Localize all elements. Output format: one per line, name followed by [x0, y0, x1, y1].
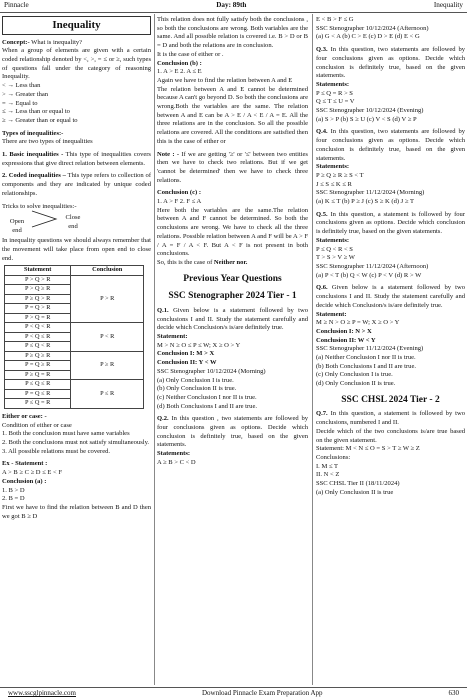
table-cell: P = Q > R: [5, 304, 71, 314]
example-statement: A > B ≥ C ≥ D ≤ E < F: [2, 469, 62, 477]
page-title: Inequality: [2, 16, 151, 35]
question-text: Decide which of the two conclusions is/are true based on the given statement.: [316, 427, 465, 444]
website-link[interactable]: www.sscglpinnacle.com: [8, 689, 76, 698]
conclusion-b-label: Conclusion (b) :: [157, 59, 202, 67]
basic-text: This type of inequalities covers expressions that give direct relation between elements.: [2, 151, 151, 167]
question-text: Given below is a statement followed by two conclusions I and II. Study the statement carefully and decide which Conclusion/s is/are definitely true.: [157, 306, 308, 332]
options: (a) G < A (b) C > E (c) D > E (d) E < G: [316, 33, 420, 41]
table-cell: P < Q ≤ R: [5, 332, 71, 342]
question-text: In this question, a statement is followed by four conclusions given as options. Decide which conclusion is definitely true, based on the given statements.: [316, 210, 465, 236]
types-subtext: There are two types of inequalities: [2, 138, 93, 146]
source: SSC Stenographer 11/12/2024 (Afternoon): [316, 262, 429, 270]
page-number: 630: [448, 689, 459, 698]
symbol-line: = → Equal to: [2, 99, 38, 107]
header-center: Day: 89th: [216, 1, 247, 10]
section-heading: Previous Year Questions: [183, 273, 282, 284]
concept-label: Concept:-: [2, 38, 30, 46]
either-heading: Either or case: -: [2, 412, 47, 420]
source: SSC Stenographer 10/12/2024 (Evening): [316, 107, 424, 115]
option: (d) Only Conclusion II is true.: [316, 380, 396, 388]
question-label: Q.6.: [316, 284, 328, 292]
column-3: E < B > F ≤ G SSC Stenographer 10/12/2024 (Afternoon) (a) G < A (b) C > E (c) D > E (d) E < G Q.3. In this question, two statements are followed by four conclusions given as options. Decide which conclusion is definitely true, based on the given statements. Statements: P ≤ Q = R > S Q ≤ T ≤ U = V SSC Stenographer 10/12/2024 (Evening) (a) S > P (b) S ≥ U (c) V < S (d) V ≥ P Q.4. In this question, two statements are followed by four conclusions given as options. Decide which conclusion is definitely true, based on the given statements. Statements: P ≥ Q ≥ R ≥ S < T J ≤ S ≤ K ≤ R SSC Stenographer 11/12/2024 (Morning) (a) K ≤ T (b) P ≥ J (c) S ≥ K (d) J ≥ T Q.5. In this question, a statement is followed by four conclusions given as options. Decide which conclusion is definitely true, based on the given statements. Statements: P ≤ Q < R < S T > S > V ≥ W SSC Stenographer 11/12/2024 (Afternoon) (a) P < T (b) Q < W (c) P < V (d) R > W Q.6. Given below is a statement followed by two conclusions I and II. Study the statement carefully and decide which Conclusion/s is/are definitely true. Statement: M ≥ N > O ≥ P = W; X ≥ O > Y Conclusion I: N > X Conclusion II: W < Y SSC Stenographer 11/12/2024 (Evening) (a) Neither Conclusion I nor II is true. (b) Both Conclusions I and II are true. (c) Only Conclusion I is true. (d) Only Conclusion II is true. SSC CHSL 2024 Tier - 2 Q.7. In this question, a statement is followed by two conclusions, numbered I and II. Decide which of the two conclusions is/are true based on the given statement. Statement: M < N ≤ O = S > T ≥ W ≥ Z Conclusions: I. M ≤ T II. N < Z SSC CHSL Tier II (18/11/2024) (a) Only Conclusion II is true: [316, 16, 465, 496]
question-label: Q.7.: [316, 410, 328, 418]
question-text: In this question, a statement is followed by two conclusions, numbered I and II.: [316, 410, 465, 427]
table-cell: P = Q ≥ R: [5, 361, 71, 371]
question-label: Q.3.: [316, 46, 328, 54]
header-left: Pinnacle: [4, 1, 29, 10]
coded-label: 2. Coded inequalities –: [2, 172, 66, 180]
page-header: [0, 0, 467, 13]
either-line: 2. Both the conclusions must not satisfy simultaneously.: [2, 439, 150, 446]
source: SSC Stenographer 10/12/2024 (Afternoon): [316, 24, 429, 32]
statement: P ≤ Q = R > S: [316, 89, 353, 97]
question-text: In this question , two statements are followed by four conclusions given as options. Decide which conclusion is definitely true, based on the given statements.: [157, 415, 308, 449]
neither-nor: Neither nor.: [213, 258, 248, 266]
source: SSC CHSL Tier II (18/11/2024): [316, 480, 400, 488]
column-divider: [154, 14, 155, 685]
relation-table: [4, 265, 144, 409]
example-label: Ex - Statement :: [2, 460, 48, 468]
conclusion-1: Conclusion I: N > X: [316, 327, 372, 335]
greater-than-arrow-icon: [30, 209, 60, 229]
column-2: [157, 16, 308, 684]
symbol-line: ≥ → Greater than or equal to: [2, 116, 78, 124]
statement: A ≥ B > C < D: [157, 458, 196, 466]
note-label: Note : -: [157, 150, 180, 158]
paragraph: It is the case of either or .: [157, 50, 224, 58]
question-label: Q.5.: [316, 210, 328, 218]
question-text: Given below is a statement followed by two conclusions I and II. Study the statement carefully and decide which Conclusion/s is/are definitely true.: [316, 284, 465, 309]
conclusion-1: I. M ≤ T: [316, 462, 339, 470]
note-text: If we are getting '≥' or '≤' between two entities then we have to check two relations. But if we get 'cannot be determined' then we have to check three relations.: [157, 150, 308, 184]
statement: T > S > V ≥ W: [316, 254, 355, 262]
section-heading: SSC CHSL 2024 Tier - 2: [341, 394, 440, 405]
coded-text: This type refers to collection of components and they are indicated by unique coded relationships.: [2, 172, 151, 197]
tricks-text: In inequality questions we should always remember that the movement will take place from open end to close end.: [2, 237, 151, 262]
statements-label: Statements:: [157, 450, 191, 458]
conclusion-a-line: 2. B = D: [2, 495, 25, 503]
either-line: Condition of either or case: [2, 421, 72, 429]
types-heading: Types of inequalities:-: [2, 129, 64, 137]
option: (b) Both Conclusions I and II are true.: [316, 362, 416, 370]
statement: Q ≤ T ≤ U = V: [316, 98, 355, 106]
statement-label: Statement:: [157, 333, 188, 341]
statement: M > N ≥ O ≤ P ≤ W; X ≥ O > Y: [157, 341, 241, 349]
close-label-2: end: [68, 222, 78, 230]
conclusion-1: Conclusion I: M > X: [157, 350, 215, 358]
open-label-1: Open: [9, 217, 25, 225]
option: (b) Only Conclusion II is true.: [157, 385, 237, 393]
close-label-1: Close: [65, 213, 81, 221]
options: (a) P < T (b) Q < W (c) P < V (d) R > W: [316, 271, 422, 279]
statement: E < B > F ≤ G: [316, 16, 354, 23]
conclusion-2: Conclusion II: W < Y: [316, 336, 376, 344]
paragraph: This relation does not fully satisfy both the conclusions , so both the conclusions are wrong. Both variables are the same. And all possible relation is covered i.e. B > D or B = D and both the relations are in conclusion.: [157, 16, 308, 50]
concept-text: When a group of elements are given with a certain coded relationship denoted by <, >, = ≤ or ≥, such types of questions fall under the category of reasoning Inequality.: [2, 47, 151, 81]
option: (d) Both Conclusions I and II are true.: [157, 402, 257, 410]
statement-label: Statement:: [316, 310, 347, 318]
conclusion-b-line: 1. A > E 2. A ≤ E: [157, 68, 202, 76]
conclusion-c-label: Conclusion (c) :: [157, 189, 202, 197]
table-cell: P = Q ≤ R: [5, 389, 71, 399]
conclusion-c-line: 1. A > F 2. F ≤ A: [157, 198, 202, 206]
statement: J ≤ S ≤ K ≤ R: [316, 180, 352, 188]
options: (a) S > P (b) S ≥ U (c) V < S (d) V ≥ P: [316, 115, 417, 123]
paragraph: Here both the variables are the same.The relation between A and F cannot be determined. So both the conclusions are wrong. We have to check all the three relations. Possible relation between A and F will be A > F / A = F / A < F. But A < F is not present in both conclusions.: [157, 206, 308, 258]
table-cell: P ≤ Q = R: [5, 399, 71, 409]
source: SSC Stenographer 10/12/2024 (Morning): [157, 367, 266, 375]
concept-question: What is inequality?: [31, 38, 83, 46]
option: (c) Neither Conclusion I nor II is true.: [157, 393, 257, 401]
symbol-line: < → Less than: [2, 82, 41, 90]
table-conclusion: P ≥ R: [71, 351, 144, 380]
table-cell: P ≤ Q ≤ R: [5, 380, 71, 390]
option: (a) Only Conclusion I is true.: [157, 376, 234, 384]
options: (a) K ≤ T (b) P ≥ J (c) S ≥ K (d) J ≥ T: [316, 198, 414, 206]
table-cell: P > Q = R: [5, 313, 71, 323]
footer-center: Download Pinnacle Exam Preparation App: [201, 689, 323, 698]
table-cell: P < Q < R: [5, 323, 71, 333]
question-label: Q.4.: [316, 128, 328, 136]
either-line: 3. All possible relations must be covered.: [2, 447, 111, 455]
conclusion-a-line: 1. B > D: [2, 486, 25, 494]
paragraph: The relation between A and E cannot be determined because A can't go beyond D. So both the conclusions are wrong.Both the variables are the same. The relation between A and E can be A > E / A < E / A = E. All the three relations are in the conclusion. So all the possible relations are covered. All the conditions are satisfied then this is the case of either or: [157, 85, 308, 145]
conclusion-2: II. N < Z: [316, 471, 340, 479]
table-conclusion: P > R: [71, 275, 144, 323]
section-heading: SSC Stenographer 2024 Tier - 1: [168, 291, 297, 302]
symbol-line: ≤ → Less than or equal to: [2, 108, 70, 116]
source: SSC Stenographer 11/12/2024 (Morning): [316, 189, 425, 197]
conclusion-a-label: Conclusion (a) :: [2, 477, 47, 485]
statement: P ≤ Q < R < S: [316, 245, 353, 253]
option: (c) Only Conclusion I is true.: [316, 371, 393, 379]
question-label: Q.1.: [157, 306, 169, 314]
table-cell: P > Q > R: [5, 275, 71, 285]
table-cell: P ≥ Q > R: [5, 294, 71, 304]
either-line: 1. Both the conclusion must have same variables: [2, 430, 130, 438]
conclusion-2: Conclusion II: Y < W: [157, 359, 217, 367]
table-cell: P ≤ Q < R: [5, 342, 71, 352]
table-cell: P ≥ Q = R: [5, 370, 71, 380]
table-conclusion: P < R: [71, 323, 144, 352]
source: SSC Stenographer 11/12/2024 (Evening): [316, 345, 424, 353]
tricks-heading: Tricks to solve inequalities:-: [2, 202, 77, 210]
first-text: First we have to find the relation between B and D then we got B ≥ D: [2, 503, 151, 520]
statement: M ≥ N > O ≥ P = W; X ≥ O > Y: [316, 319, 400, 327]
symbol-line: > → Greater than: [2, 90, 49, 98]
option: (a) Only Conclusion II is true: [316, 488, 394, 496]
paragraph: So, this is the case of: [157, 258, 213, 266]
column-1: [2, 16, 151, 684]
open-close-diagram: [6, 213, 151, 235]
conclusions-label: Conclusions:: [316, 453, 351, 461]
column-divider: [312, 14, 313, 685]
table-header: Conclusion: [71, 266, 144, 276]
paragraph: Again we have to find the relation between A and E: [157, 76, 293, 84]
table-header: Statement: [5, 266, 71, 276]
question-text: In this question, two statements are followed by four conclusions given as options. Decide which conclusion is definitely true, based on the given statements.: [316, 128, 465, 162]
option: (a) Neither Conclusion I nor II is true.: [316, 354, 416, 362]
basic-label: 1. Basic inequalities -: [2, 151, 64, 159]
open-label-2: end: [12, 226, 22, 234]
question-text: In this question, two statements are followed by four conclusions given as options. Decide which conclusion is definitely true, based on the given statements.: [316, 46, 465, 80]
question-label: Q.2.: [157, 415, 169, 423]
page-footer: [0, 687, 467, 700]
statement: Statement: M < N ≤ O = S > T ≥ W ≥ Z: [316, 445, 420, 453]
table-cell: P ≥ Q ≥ R: [5, 351, 71, 361]
header-right: Inequality: [433, 1, 463, 10]
statement: P ≥ Q ≥ R ≥ S < T: [316, 171, 364, 179]
table-cell: P > Q ≥ R: [5, 285, 71, 295]
table-conclusion: P ≤ R: [71, 380, 144, 409]
